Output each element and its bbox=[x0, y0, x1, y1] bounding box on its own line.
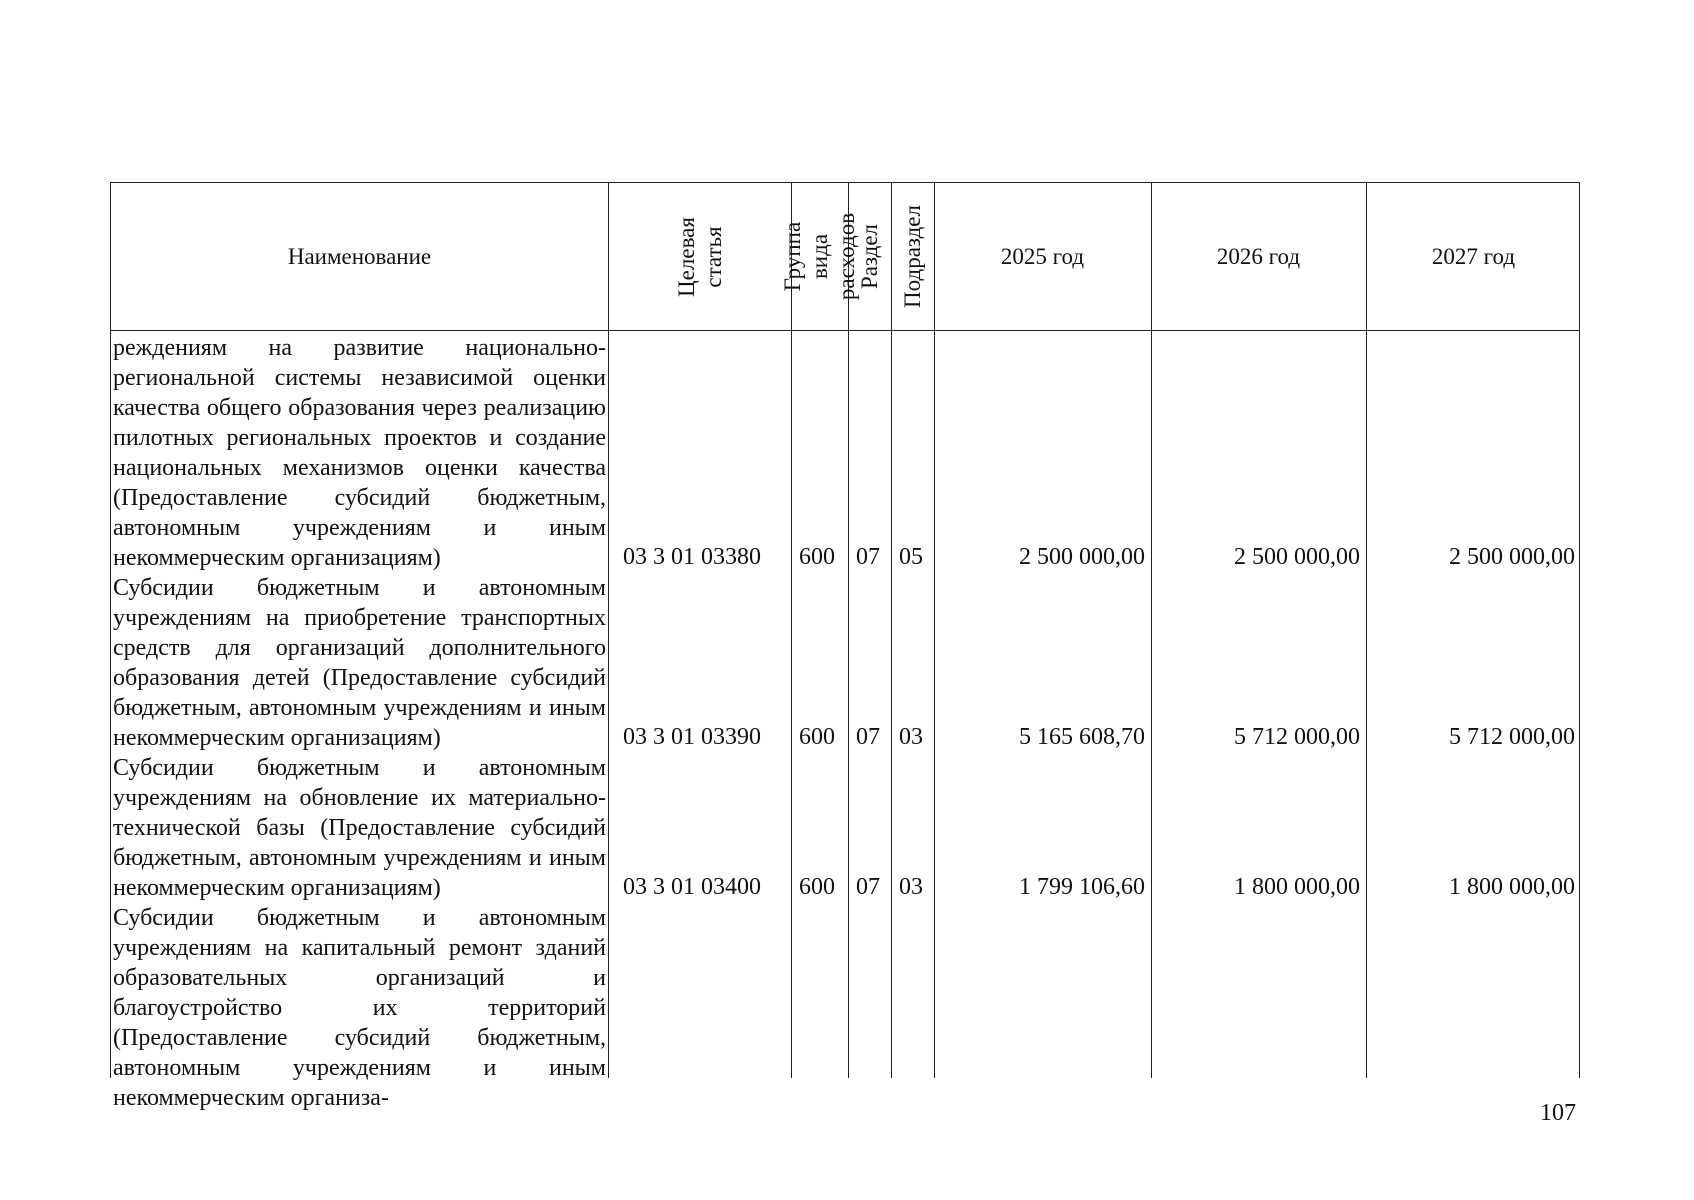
row-amount-2027: 5 712 000,00 bbox=[1449, 724, 1575, 750]
row-amount-2025: 5 165 608,70 bbox=[1019, 724, 1145, 750]
row-target-article: 03 3 01 03390 bbox=[623, 724, 761, 750]
row-amount-2026: 5 712 000,00 bbox=[1234, 724, 1360, 750]
row-expense-group: 600 bbox=[799, 874, 835, 900]
row-target-article: 03 3 01 03400 bbox=[623, 874, 761, 900]
header-section: Раздел bbox=[857, 223, 882, 290]
row-section: 07 bbox=[856, 874, 880, 900]
row-target-article: 03 3 01 03380 bbox=[623, 544, 761, 570]
row-name: реждениям на развитие национально-региональной системы независимой оценки качества общего образования через реализацию пилотных региональных проектов и создание национальных механизмов оценки качества (Предоставление субсидий бюджетным, автономным учреждениям и иным некоммерческим организациям) bbox=[113, 335, 606, 571]
row-section: 07 bbox=[856, 724, 880, 750]
row-name: Субсидии бюджетным и автономным учреждениям на капитальный ремонт зданий образовательных организаций и благоустройство их территорий (Предоставление субсидий бюджетным, автономным учреждениям и иным некоммерческим организа- bbox=[113, 905, 606, 1111]
header-name: Наименование bbox=[287, 243, 432, 269]
row-amount-2025: 1 799 106,60 bbox=[1019, 874, 1145, 900]
row-name: Субсидии бюджетным и автономным учреждениям на обновление их материально-технической базы (Предоставление субсидий бюджетным, автономным учреждениям и иным некоммерческим организациям) bbox=[113, 755, 606, 901]
row-amount-2027: 1 800 000,00 bbox=[1449, 874, 1575, 900]
row-amount-2026: 2 500 000,00 bbox=[1234, 544, 1360, 570]
row-expense-group: 600 bbox=[799, 724, 835, 750]
header-target-article: Целевая статья bbox=[673, 216, 726, 297]
page-number: 107 bbox=[1540, 1100, 1576, 1126]
header-divider bbox=[111, 330, 1579, 331]
header-expense-group: Группа вида расходов bbox=[780, 212, 860, 301]
header-2026: 2026 год bbox=[1216, 243, 1301, 269]
header-2025: 2025 год bbox=[1000, 243, 1085, 269]
header-subsection: Подраздел bbox=[900, 205, 926, 308]
row-section: 07 bbox=[856, 544, 880, 570]
row-amount-2027: 2 500 000,00 bbox=[1449, 544, 1575, 570]
row-amount-2026: 1 800 000,00 bbox=[1234, 874, 1360, 900]
budget-table bbox=[110, 182, 1580, 1111]
row-expense-group: 600 bbox=[799, 544, 835, 570]
row-subsection: 03 bbox=[899, 724, 923, 750]
row-name: Субсидии бюджетным и автономным учреждениям на приобретение транспортных средств для организаций дополнительного образования детей (Предоставление субсидий бюджетным, автономным учреждениям и иным некоммерческим организациям) bbox=[113, 575, 606, 751]
row-subsection: 05 bbox=[899, 544, 923, 570]
names-column bbox=[113, 333, 606, 1113]
header-2027: 2027 год bbox=[1431, 243, 1516, 269]
row-amount-2025: 2 500 000,00 bbox=[1019, 544, 1145, 570]
row-subsection: 03 bbox=[899, 874, 923, 900]
